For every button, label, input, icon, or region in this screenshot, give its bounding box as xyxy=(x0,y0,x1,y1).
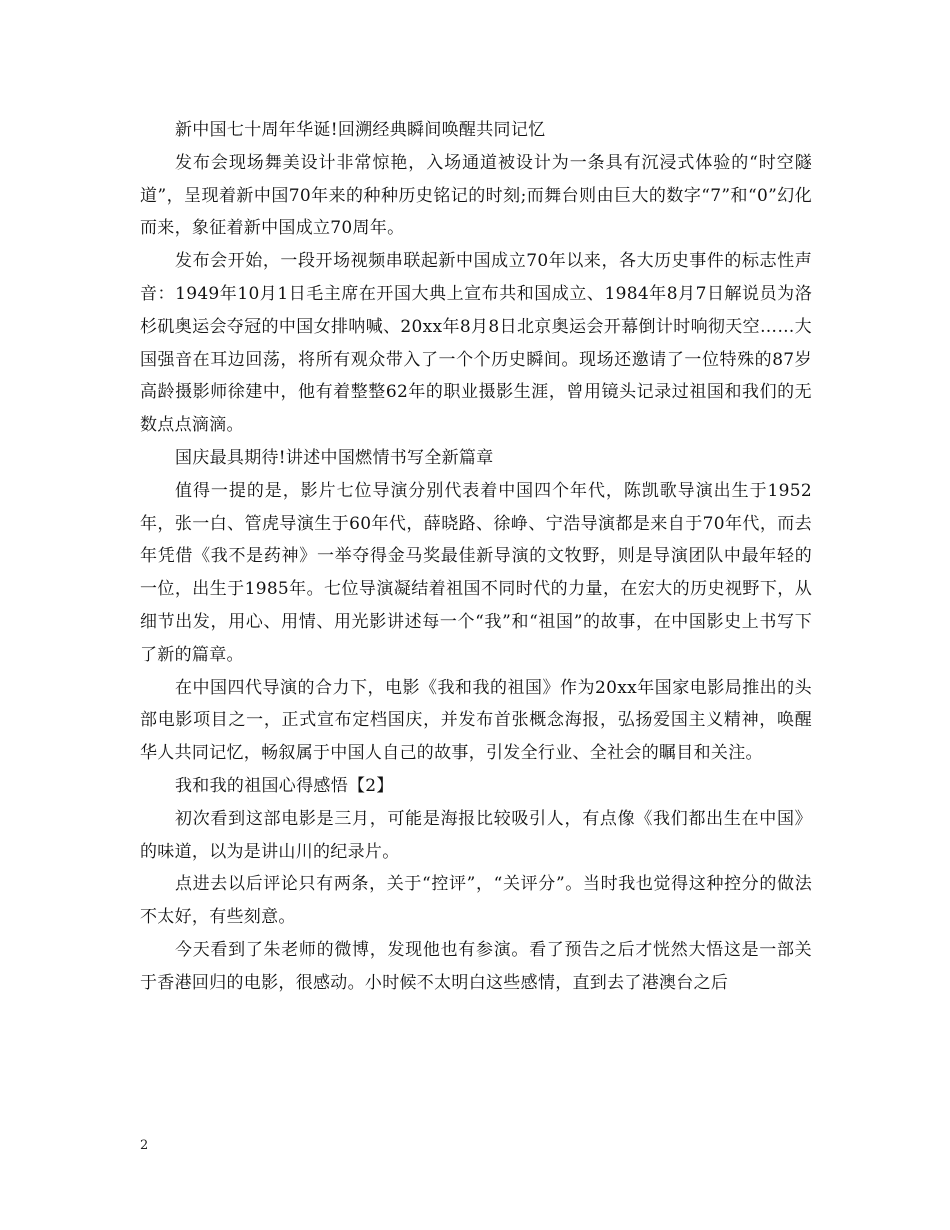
paragraph-launch-stage: 发布会现场舞美设计非常惊艳，入场通道被设计为一条具有沉浸式体验的“时空隧道”，呈现着新中国70年来的种种历史铭记的时刻;而舞台则由巨大的数字“7”和“0”幻化而来，象征着新中国成立70周年。 xyxy=(140,152,812,239)
paragraph-comments: 点进去以后评论只有两条，关于“控评”，“关评分”。当时我也觉得这种控分的做法不太好，有些刻意。 xyxy=(140,874,812,928)
paragraph-heading-3: 我和我的祖国心得感悟【2】 xyxy=(175,775,394,796)
paragraph-directors: 值得一提的是，影片七位导演分别代表着中国四个年代，陈凯歌导演出生于1952年，张一白、管虎导演生于60年代，薛晓路、徐峥、宁浩导演都是来自于70年代，而去年凭借《我不是药神》一举夺得金马奖最佳新导演的文牧野，则是导演团队中最年轻的一位，出生于1985年。七位导演凝结着祖国不同时代的力量，在宏大的历史视野下，从细节出发，用心、用情、用光影讲述每一个“我”和“祖国”的故事，在中国影史上书写下了新的篇章。 xyxy=(140,480,812,665)
paragraph-release: 在中国四代导演的合力下，电影《我和我的祖国》作为20xx年国家电影局推出的头部电影项目之一，正式宣布定档国庆，并发布首张概念海报，弘扬爱国主义精神，唤醒华人共同记忆，畅叙属于中国人自己的故事，引发全行业、全社会的瞩目和关注。 xyxy=(140,677,812,764)
document-body xyxy=(140,114,812,1000)
page-number: 2 xyxy=(140,1138,149,1153)
paragraph-heading-2: 国庆最具期待!讲述中国燃情书写全新篇章 xyxy=(175,447,494,468)
paragraph-launch-video: 发布会开始，一段开场视频串联起新中国成立70年以来，各大历史事件的标志性声音：1949年10月1日毛主席在开国大典上宣布共和国成立、1984年8月7日解说员为洛杉矶奥运会夺冠的中国女排呐喊、20xx年8月8日北京奥运会开幕倒计时响彻天空……大国强音在耳边回荡，将所有观众带入了一个个历史瞬间。现场还邀请了一位特殊的87岁高龄摄影师徐建中，他有着整整62年的职业摄影生涯，曾用镜头记录过祖国和我们的无数点点滴滴。 xyxy=(140,251,812,436)
paragraph-heading-1: 新中国七十周年华诞!回溯经典瞬间唤醒共同记忆 xyxy=(175,120,546,140)
paragraph-first-impression: 初次看到这部电影是三月，可能是海报比较吸引人，有点像《我们都出生在中国》的味道，以为是讲山川的纪录片。 xyxy=(140,808,812,862)
paragraph-weibo: 今天看到了朱老师的微博，发现他也有参演。看了预告之后才恍然大悟这是一部关于香港回归的电影，很感动。小时候不太明白这些感情，直到去了港澳台之后 xyxy=(140,939,812,993)
